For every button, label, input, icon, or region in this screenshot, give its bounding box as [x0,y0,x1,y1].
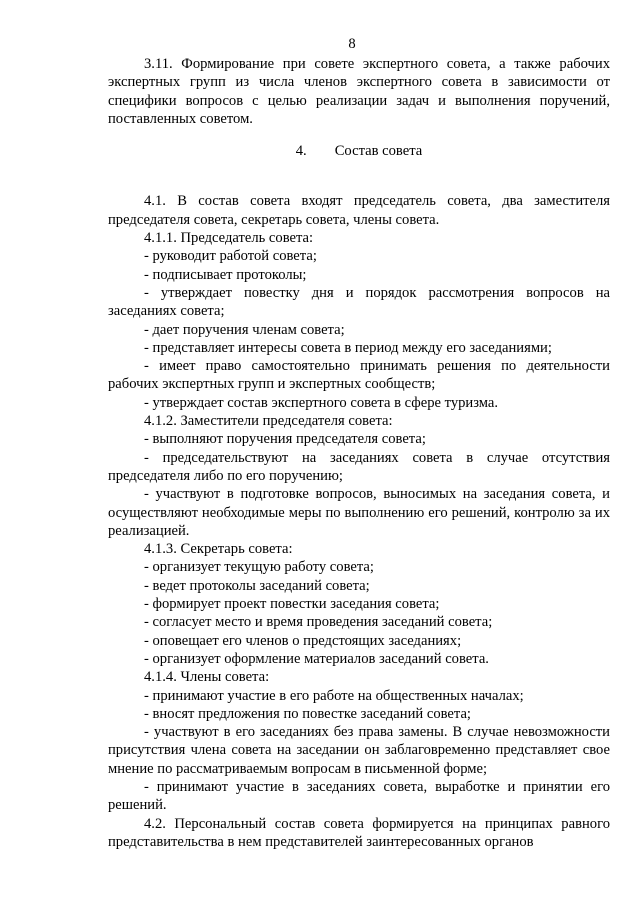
deputies-heading: 4.1.2. Заместители председателя совета: [144,413,393,430]
list-item: - согласует место и время проведения заседаний совета; [144,614,493,631]
list-item: - утверждает повестку дня и порядок рассмотрения вопросов на заседаниях совета; [108,284,610,320]
secretary-duties [108,558,610,668]
list-item: - оповещает его членов о предстоящих заседаниях; [144,632,462,649]
list-item: - организует оформление материалов заседаний совета. [144,650,489,667]
list-item: - имеет право самостоятельно принимать решения по деятельности рабочих экспертных групп и экспертных сообществ; [108,358,610,393]
deputies-duties [108,430,610,540]
chairman-heading: 4.1.1. Председатель совета: [144,230,314,247]
clause-4-2: 4.2. Персональный состав совета формируется на принципах равного представительства в нем представителей заинтересованных органов [108,815,610,850]
list-item: - утверждает состав экспертного совета в сфере туризма. [144,394,499,411]
list-item: - формирует проект повестки заседания совета; [144,596,440,613]
list-item: - председательствуют на заседаниях совета в случае отсутствия председателя либо по его поручению; [108,449,610,484]
chairman-duties [108,247,610,412]
section-title: Состав совета [334,143,423,160]
page-number: 8 [348,36,356,52]
list-item: - представляет интересы совета в период между его заседаниями; [144,339,552,356]
list-item: - участвуют в его заседаниях без права замены. В случае невозможности присутствия члена совета на заседании он заблаговременно представляет свое мнение по рассматриваемым вопросам в письменной форме; [108,724,610,777]
list-item: - дает поручения членам совета; [144,321,345,338]
list-item: - вносят предложения по повестке заседаний совета; [144,705,471,722]
document-page [108,34,610,851]
list-item: - участвуют в подготовке вопросов, выносимых на заседания совета, и осуществляют необходимые меры по выполнению его решений, контролю за их реализацией. [108,486,610,539]
members-duties [108,687,610,815]
section-number: 4. [295,143,307,160]
clause-4-1: 4.1. В состав совета входят председатель совета, два заместителя председателя совета, секретарь совета, члены совета. [108,193,610,228]
list-item: - руководит работой совета; [144,248,317,265]
section-heading [108,142,610,160]
clause-3-11: 3.11. Формирование при совете экспертного совета, а также рабочих экспертных групп из числа членов экспертного совета в зависимости от специфики вопросов с целью реализации задач и выполнения поручений, поставленных советом. [108,56,610,127]
secretary-heading: 4.1.3. Секретарь совета: [144,541,293,558]
list-item: - подписывает протоколы; [144,266,307,283]
list-item: - принимают участие в его работе на общественных началах; [144,687,524,704]
list-item: - принимают участие в заседаниях совета, выработке и принятии его решений. [108,778,610,814]
list-item: - организует текущую работу совета; [144,559,374,576]
members-heading: 4.1.4. Члены совета: [144,669,270,686]
list-item: - выполняют поручения председателя совета; [144,431,426,448]
list-item: - ведет протоколы заседаний совета; [144,577,370,594]
